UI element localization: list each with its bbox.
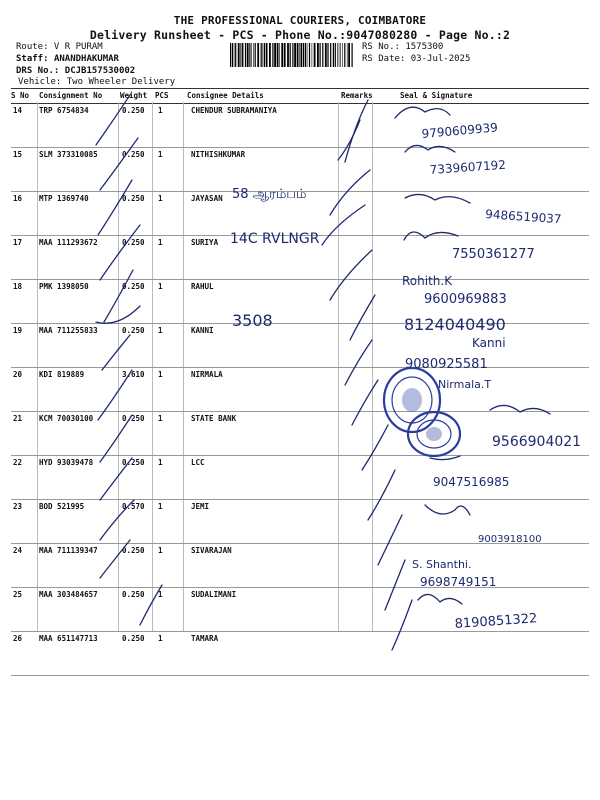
row-pcs: 1 — [158, 370, 163, 379]
row-consignment-no: MAA 711139347 — [39, 546, 98, 555]
row-weight: 0.250 — [122, 546, 145, 555]
row-consignment-no: MTP 1369740 — [39, 194, 89, 203]
staff-label: Staff: — [16, 54, 49, 64]
company-title: THE PROFESSIONAL COURIERS, COIMBATORE — [173, 14, 427, 27]
handwritten-phone: 7550361277 — [452, 247, 535, 262]
drs-label: DRS No.: — [16, 66, 60, 76]
handwritten-phone: 9600969883 — [424, 292, 507, 307]
row-consignee-name: TAMARA — [191, 634, 219, 643]
rs-date: RS Date: 03-Jul-2025 — [362, 54, 471, 64]
handwritten-phone: 9698749151 — [420, 575, 497, 589]
staff-line — [16, 54, 119, 64]
row-pcs: 1 — [158, 150, 163, 159]
row-weight: 0.250 — [122, 634, 145, 643]
row-consignee-name: JAYASAN — [191, 194, 223, 203]
table-header — [11, 88, 589, 104]
row-sno: 21 — [13, 414, 23, 423]
handwritten-phone: 9080925581 — [405, 357, 488, 372]
row-consignment-no: KDI 819889 — [39, 370, 85, 379]
handwritten-phone: 9566904021 — [492, 434, 582, 450]
row-consignment-no: MAA 303484657 — [39, 590, 98, 599]
row-sno: 15 — [13, 150, 23, 159]
row-consignment-no: MAA 711255833 — [39, 326, 98, 335]
table-row — [11, 103, 589, 148]
row-sno: 17 — [13, 238, 23, 247]
row-consignee-name: SIVARAJAN — [191, 546, 232, 555]
row-consignee-name: SURIYA — [191, 238, 219, 247]
col-sno: S No — [11, 91, 30, 100]
table-row — [11, 279, 589, 324]
row-sno: 19 — [13, 326, 23, 335]
table-row — [11, 455, 589, 500]
row-pcs: 1 — [158, 194, 163, 203]
handwritten-phone: 9047516985 — [433, 475, 510, 489]
table-row — [11, 323, 589, 368]
row-weight: 0.250 — [122, 238, 145, 247]
row-consignee-name: SUDALIMANI — [191, 590, 237, 599]
handwritten-phone: 9790609939 — [421, 120, 499, 141]
table-row — [11, 191, 589, 236]
row-sno: 25 — [13, 590, 23, 599]
table-row — [11, 543, 589, 588]
seal-stamp — [372, 362, 467, 462]
route-label: Route: V R PURAM — [16, 42, 103, 52]
col-seal-signature: Seal & Signature — [400, 91, 473, 100]
col-remarks: Remarks — [341, 91, 373, 100]
handwritten-note: 14C RVLNGR — [230, 231, 320, 247]
row-pcs: 1 — [158, 458, 163, 467]
table-row — [11, 147, 589, 192]
row-consignment-no: SLM 373310085 — [39, 150, 98, 159]
row-weight: 0.570 — [122, 502, 145, 511]
col-consignment: Consignment No — [39, 91, 103, 100]
barcode-image — [230, 43, 355, 67]
row-consignment-no: BOD 521995 — [39, 502, 85, 511]
row-pcs: 1 — [158, 326, 163, 335]
row-weight: 0.250 — [122, 106, 145, 115]
row-weight: 0.250 — [122, 326, 145, 335]
handwritten-note: 58 ஆரம்பம் — [232, 187, 307, 202]
row-pcs: 1 — [158, 546, 163, 555]
row-weight: 3.610 — [122, 370, 145, 379]
row-consignment-no: MAA 651147713 — [39, 634, 98, 643]
handwritten-name: S. Shanthi. — [412, 558, 472, 571]
row-consignee-name: KANNI — [191, 326, 214, 335]
handwritten-name: Kanni — [472, 336, 506, 350]
row-weight: 0.250 — [122, 458, 145, 467]
row-pcs: 1 — [158, 106, 163, 115]
staff-value: ANANDHAKUMAR — [53, 54, 119, 64]
row-weight: 0.250 — [122, 194, 145, 203]
handwritten-phone: 8190851322 — [454, 611, 538, 632]
handwritten-phone: 8124040490 — [404, 315, 506, 334]
row-pcs: 1 — [158, 414, 163, 423]
row-sno: 14 — [13, 106, 23, 115]
row-pcs: 1 — [158, 282, 163, 291]
table-row — [11, 411, 589, 456]
row-pcs: 1 — [158, 502, 163, 511]
table-row — [11, 631, 589, 676]
row-consignee-name: RAHUL — [191, 282, 214, 291]
row-weight: 0.250 — [122, 414, 145, 423]
row-consignee-name: NITHISHKUMAR — [191, 150, 246, 159]
row-consignment-no: KCM 70030100 — [39, 414, 94, 423]
col-pcs: PCS — [155, 91, 169, 100]
table-row — [11, 499, 589, 544]
table-row — [11, 587, 589, 632]
handwritten-phone: 9486519037 — [484, 207, 562, 227]
handwritten-phone: 7339607192 — [429, 157, 507, 177]
handwritten-phone: 9003918100 — [478, 534, 542, 545]
col-consignee: Consignee Details — [187, 91, 264, 100]
vehicle-label: Vehicle: Two Wheeler Delivery — [18, 77, 176, 87]
row-consignment-no: PMK 1398050 — [39, 282, 89, 291]
drs-value: DCJB157530002 — [64, 66, 136, 76]
handwritten-note: 3508 — [232, 311, 273, 330]
row-sno: 16 — [13, 194, 23, 203]
row-sno: 23 — [13, 502, 23, 511]
col-weight: Weight — [120, 91, 148, 100]
row-consignee-name: STATE BANK — [191, 414, 237, 423]
row-consignee-name: NIRMALA — [191, 370, 223, 379]
handwritten-name: Rohith.K — [402, 274, 453, 288]
row-sno: 24 — [13, 546, 23, 555]
row-pcs: 1 — [158, 590, 163, 599]
handwritten-name: Nirmala.T — [438, 378, 492, 391]
row-pcs: 1 — [158, 238, 163, 247]
rs-number: RS No.: 1575300 — [362, 42, 444, 52]
table-row — [11, 367, 589, 412]
row-weight: 0.250 — [122, 282, 145, 291]
row-weight: 0.250 — [122, 590, 145, 599]
drs-line — [16, 66, 135, 76]
row-consignee-name: CHENDUR SUBRAMANIYA — [191, 106, 277, 115]
row-weight: 0.250 — [122, 150, 145, 159]
row-sno: 22 — [13, 458, 23, 467]
row-consignee-name: LCC — [191, 458, 205, 467]
runsheet-subtitle: Delivery Runsheet - PCS - Phone No.:9047080280 - Page No.:2 — [89, 28, 511, 42]
table-row — [11, 235, 589, 280]
row-consignee-name: JEMI — [191, 502, 210, 511]
row-pcs: 1 — [158, 634, 163, 643]
row-sno: 26 — [13, 634, 23, 643]
row-consignment-no: HYD 93039478 — [39, 458, 94, 467]
row-consignment-no: TRP 6754834 — [39, 106, 89, 115]
row-consignment-no: MAA 111293672 — [39, 238, 98, 247]
row-sno: 20 — [13, 370, 23, 379]
row-sno: 18 — [13, 282, 23, 291]
